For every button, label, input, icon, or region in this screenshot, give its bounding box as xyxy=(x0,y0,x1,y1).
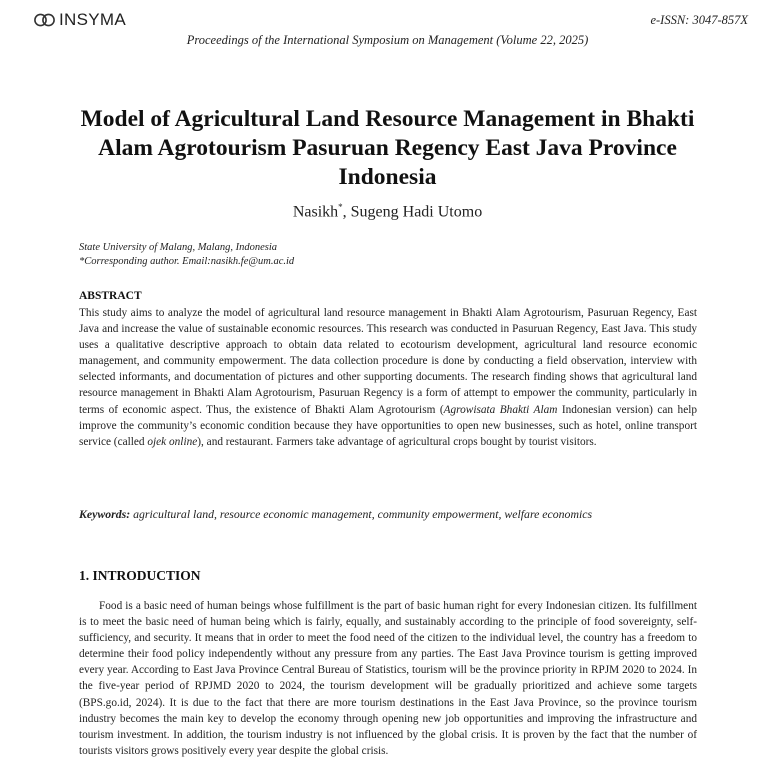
paper-title: Model of Agricultural Land Resource Management in Bhakti Alam Agrotourism Pasuruan Regency East Java Province Indonesia xyxy=(80,106,695,190)
corresponding-author: *Corresponding author. Email:nasikh.fe@um.ac.id xyxy=(79,256,295,267)
author-name: Nasikh xyxy=(292,203,339,221)
proceedings-line: Proceedings of the International Symposium on Management (Volume 22, 2025) xyxy=(186,33,589,47)
abstract-text xyxy=(79,305,697,450)
corresponding-mark: * xyxy=(338,202,343,212)
keywords-list: agricultural land, resource economic management, community empowerment, welfare economics xyxy=(130,507,593,521)
insyma-logo xyxy=(33,10,126,30)
affiliation-block xyxy=(79,241,294,269)
author-separator: , xyxy=(342,203,351,221)
keywords-block xyxy=(79,506,679,522)
introduction-text: Food is a basic need of human beings whose fulfillment is the part of basic human right for every Indonesian citizen. Its fulfillment is to meet the basic need of human being which is fairly, equally, and sustainably according to the principle of food sovereignty, self-sufficiency, and security. It means that in order to meet the food need of the citizen to the individual level, the country has a freedom to determine their food policy independently without any pressure from any parties. The East Java Province tourism is getting improved every year. According to East Java Province Central Bureau of Statistics, tourism will be the province priority in RPJM 2020 to 2024. In the five-year period of RPJMD 2020 to 2024, the tourism development will be gradually prioritized and achieve some targets (BPS.go.id, 2024). It is due to the fact that there are more tourism destinations in the East Java Province, so the province tourism industry becomes the main key to develop the economy through opening new job opportunities and improving the infrastructure and tourism investment. In addition, the tourism industry is not influenced by the global crisis. It is proven by the fact that the number of tourists visitors grows positively every year despite the global crisis. xyxy=(79,600,697,757)
abstract-italic-term: ojek online xyxy=(147,435,198,448)
author-name: Sugeng Hadi Utomo xyxy=(350,203,483,221)
issn-label: e-ISSN: 3047-857X xyxy=(650,13,748,27)
abstract-part: ), and restaurant. Farmers take advantage of agricultural crops bought by tourist visitors. xyxy=(197,435,597,448)
abstract-italic-term: Agrowisata Bhakti Alam xyxy=(443,403,558,416)
abstract-part: Indonesian version) can help improve the community’s economic condition because they have opportunities to open new businesses, such as hotel, online transport service (called xyxy=(79,403,697,448)
keywords-heading: Keywords: xyxy=(79,507,131,521)
section-heading: 1. INTRODUCTION xyxy=(79,568,201,583)
logo-text: INSYMA xyxy=(59,10,126,29)
author-line xyxy=(0,202,775,221)
abstract-heading: ABSTRACT xyxy=(79,290,142,302)
abstract-part: This study aims to analyze the model of agricultural land resource management in Bhakti Alam Agrotourism, Pasuruan Regency, East Java and increase the value of sustainable economic resources. This research was conducted in Pasuruan Regency, East Java. This study uses a qualitative descriptive approach to obtain data related to ecotourism development, agricultural land resource economic management, and community empowerment. The data collection procedure is done by conducting a field observation, interview with selected informants, and documentation of pictures and other supporting documents. The research finding shows that agricultural land resource management in Bhakti Alam Agrotourism, Pasuruan Regency is a form of attempt to empower the community, particularly in terms of economic aspect. Thus, the existence of Bhakti Alam Agrotourism ( xyxy=(79,307,697,416)
affiliation: State University of Malang, Malang, Indonesia xyxy=(79,242,278,253)
linked-rings-icon xyxy=(33,12,57,28)
